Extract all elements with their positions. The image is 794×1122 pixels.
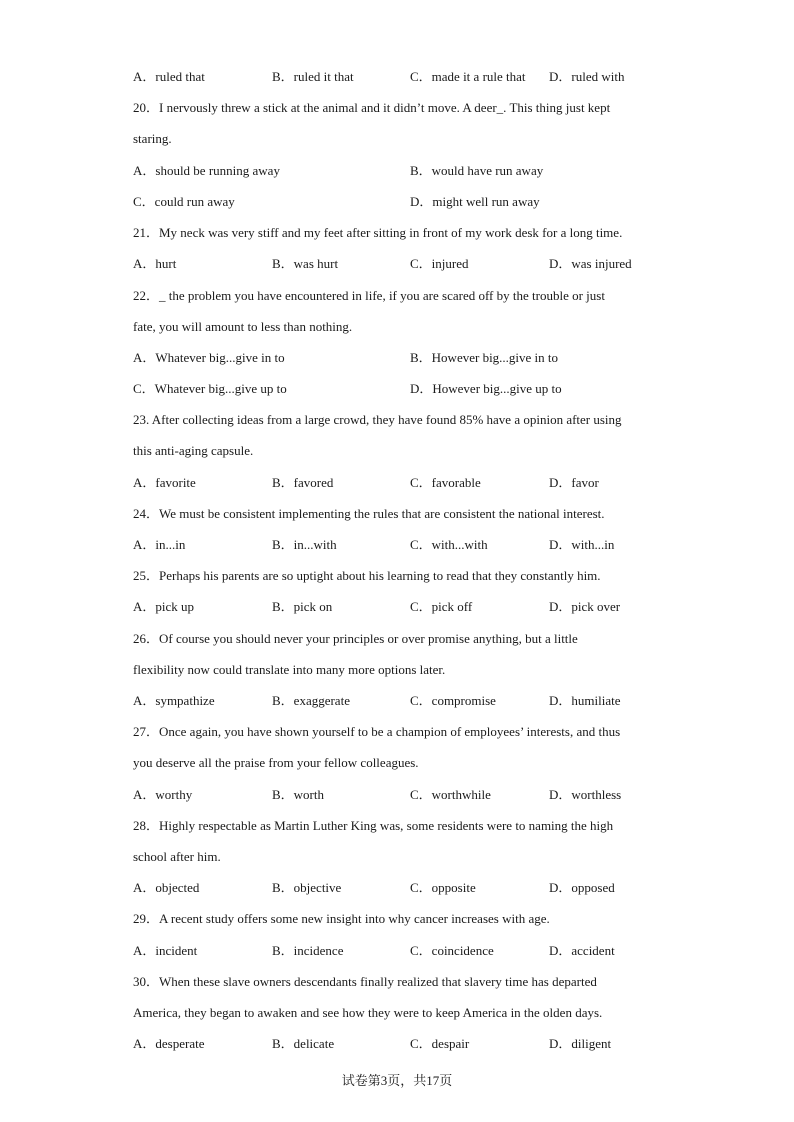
option-a: A．desperate	[133, 1036, 205, 1051]
question-stem: fate, you will amount to less than nothing.	[133, 319, 353, 334]
question-stem: 26．Of course you should never your principles or over promise anything, but a little	[133, 631, 578, 646]
option-a: A．favorite	[133, 475, 196, 490]
question-stem: school after him.	[133, 849, 221, 864]
option-c: C．worthwhile	[410, 787, 491, 802]
option-a: A．pick up	[133, 599, 195, 614]
option-b: B．However big...give in to	[410, 350, 559, 365]
option-c: C．despair	[410, 1036, 470, 1051]
question-stem: 22．_ the problem you have encountered in life, if you are scared off by the trouble or just	[133, 288, 605, 303]
option-b: B．exaggerate	[272, 693, 350, 708]
option-d: D．was injured	[549, 256, 632, 271]
option-c: C．could run away	[133, 194, 235, 209]
option-b: B．delicate	[272, 1036, 335, 1051]
option-c: C．with...with	[410, 537, 488, 552]
option-a: A．hurt	[133, 256, 177, 271]
option-d: D．favor	[549, 475, 599, 490]
question-stem: flexibility now could translate into many more options later.	[133, 662, 446, 677]
question-stem: you deserve all the praise from your fellow colleagues.	[133, 755, 419, 770]
option-a: A．sympathize	[133, 693, 215, 708]
option-d: D．might well run away	[410, 194, 540, 209]
option-a: A．Whatever big...give in to	[133, 350, 285, 365]
option-c: C．pick off	[410, 599, 473, 614]
option-d: D．accident	[549, 943, 615, 958]
question-stem: 21．My neck was very stiff and my feet after sitting in front of my work desk for a long time.	[133, 225, 623, 240]
option-b: B．pick on	[272, 599, 333, 614]
option-b: B．favored	[272, 475, 334, 490]
question-stem: 23. After collecting ideas from a large crowd, they have found 85% have a opinion after using	[133, 412, 622, 427]
question-stem: 30．When these slave owners descendants finally realized that slavery time has departed	[133, 974, 597, 989]
option-a: A．in...in	[133, 537, 186, 552]
option-d: D．pick over	[549, 599, 621, 614]
option-d: D．with...in	[549, 537, 615, 552]
option-d: D．opposed	[549, 880, 615, 895]
option-a: A．ruled that	[133, 69, 205, 84]
page-footer: 试卷第3页，共17页	[341, 1073, 453, 1088]
option-c: C．opposite	[410, 880, 476, 895]
question-stem: this anti-aging capsule.	[133, 443, 254, 458]
option-c: C．made it a rule that	[410, 69, 526, 84]
option-a: A．incident	[133, 943, 198, 958]
question-stem: 28．Highly respectable as Martin Luther King was, some residents were to naming the high	[133, 818, 614, 833]
option-d: D．humiliate	[549, 693, 621, 708]
option-a: A．worthy	[133, 787, 193, 802]
option-b: B．objective	[272, 880, 342, 895]
option-b: B．ruled it that	[272, 69, 354, 84]
question-stem: staring.	[133, 131, 172, 146]
option-d: D．ruled with	[549, 69, 625, 84]
option-a: A．should be running away	[133, 163, 280, 178]
question-stem: 25．Perhaps his parents are so uptight about his learning to read that they constantly him.	[133, 568, 601, 583]
question-stem: 29．A recent study offers some new insight into why cancer increases with age.	[133, 911, 550, 926]
option-c: C．Whatever big...give up to	[133, 381, 287, 396]
option-c: C．favorable	[410, 475, 481, 490]
question-stem: America, they began to awaken and see how they were to keep America in the olden days.	[133, 1005, 603, 1020]
option-d: D．diligent	[549, 1036, 612, 1051]
option-c: C．injured	[410, 256, 469, 271]
option-b: B．in...with	[272, 537, 337, 552]
option-c: C．compromise	[410, 693, 496, 708]
question-stem: 24．We must be consistent implementing the rules that are consistent the national interest.	[133, 506, 605, 521]
option-d: D．worthless	[549, 787, 622, 802]
question-stem: 20．I nervously threw a stick at the animal and it didn’t move. A deer_. This thing just kept	[133, 100, 611, 115]
option-b: B．incidence	[272, 943, 344, 958]
option-c: C．coincidence	[410, 943, 494, 958]
option-b: B．was hurt	[272, 256, 339, 271]
option-a: A．objected	[133, 880, 200, 895]
question-stem: 27．Once again, you have shown yourself to be a champion of employees’ interests, and thus	[133, 724, 621, 739]
option-d: D．However big...give up to	[410, 381, 562, 396]
option-b: B．would have run away	[410, 163, 544, 178]
option-b: B．worth	[272, 787, 325, 802]
